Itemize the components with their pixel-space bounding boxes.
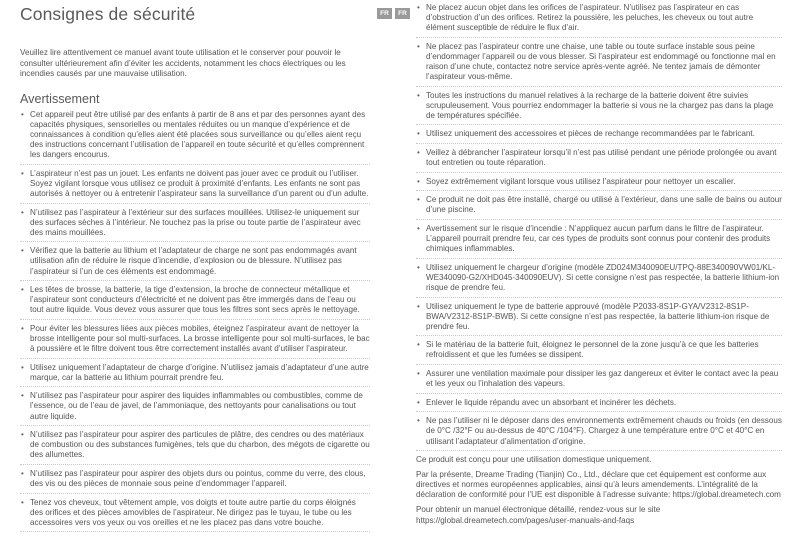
list-item: • Ne placez pas l’aspirateur contre une chaise, une table ou toute surface instable sous peine d’endommager l’appareil ou de vous blesser. Si l’aspirateur est endommagé ou fonctionne mal en raison d’une chute, contactez notre service après-vente agréé. Ne tentez jamais de démonter l’aspirateur vous-même. <box>416 42 782 87</box>
warning-list-right <box>416 3 782 451</box>
list-item: • Les têtes de brosse, la batterie, la tige d’extension, la broche de connecteur métallique et l’aspirateur sont conducteurs d’électricité et ne doivent pas être immergés dans de l’eau ou tout autre liquide. Vous devez vous assurer que tous les filtres sont secs après le nettoyage. <box>20 285 370 320</box>
list-item: • L’aspirateur n’est pas un jouet. Les enfants ne doivent pas jouer avec ce produit ou l’utiliser. Soyez vigilant lorsque vous utilisez ce produit à proximité d’enfants. Les enfants ne sont pas autorisés à nettoyer ou à entretenir l’aspirateur sans la surveillance d’un parent ou d’un adulte. <box>20 169 370 204</box>
list-item: • Enlever le liquide répandu avec un absorbant et incinérer les déchets. <box>416 398 782 413</box>
list-item: • Cet appareil peut être utilisé par des enfants à partir de 8 ans et par des personnes ayant des capacités physiques, sensorielles ou mentales réduites ou un manque d’expérience et de connaissances à condition qu’elles aient été placées sous surveillance ou qu’elles aient reçu des instructions concernant l’utilisation de l’appareil en toute sécurité et qu’elles comprennent les dangers encourus. <box>20 110 370 165</box>
domestic-use-note: Ce produit est conçu pour une utilisation domestique uniquement. <box>416 455 652 465</box>
list-item: • N’utilisez pas l’aspirateur pour aspirer des particules de plâtre, des cendres ou des matériaux de combustion ou des substances fumigènes, tels que du charbon, des mégots de cigarette ou des allumettes. <box>20 430 370 465</box>
declaration-paragraph: Par la présente, Dreame Trading (Tianjin) Co., Ltd., déclare que cet équipement est conforme aux directives et normes européennes applicables, ainsi qu’à leurs amendements. L’intégralité de la déclaration de conformité pour l’UE est disponible à l’adresse suivante: https://global.dreametech.com <box>416 470 781 500</box>
list-item: • Utilisez uniquement l’adaptateur de charge d’origine. N’utilisez jamais d’adaptateur d’une autre marque, car la batterie au lithium pourrait prendre feu. <box>20 363 370 388</box>
intro-paragraph: Veuillez lire attentivement ce manuel avant toute utilisation et le conserver pour pouvoir le consulter ultérieurement afin d’éviter les accidents, notamment les chocs électriques ou les incendies causés par une mauvaise utilisation. <box>20 48 346 79</box>
language-badge-right: FR <box>395 8 410 19</box>
manual-link-paragraph: Pour obtenir un manuel électronique détaillé, rendez-vous sur le site https://global.dreametech.com/pages/user-manuals-and-faqs <box>416 505 661 525</box>
list-item: • N’utilisez pas l’aspirateur pour aspirer des objets durs ou pointus, comme du verre, des clous, des vis ou des pièces de monnaie sous peine d’endommager l’appareil. <box>20 469 370 494</box>
list-item: • Toutes les instructions du manuel relatives à la recharge de la batterie doivent être suivies scrupuleusement. Vous pourriez endommager la batterie si vous ne la chargez pas dans la plage de températures spécifiée. <box>416 91 782 126</box>
list-item: • Ce produit ne doit pas être installé, chargé ou utilisé à l’extérieur, dans une salle de bains ou autour d’une piscine. <box>416 195 782 220</box>
list-item: • Ne pas l’utiliser ni le déposer dans des environnements extrêmement chauds ou froids (en dessous de 0°C /32°F ou au-dessus de 40°C /104°F). Chargez à une température entre 0°C et 40°C en utilisant l’adaptateur d’alimentation d’origine. <box>416 416 782 451</box>
list-item: • Avertissement sur le risque d’incendie : N’appliquez aucun parfum dans le filtre de l’aspirateur. L’appareil pourrait prendre feu, car ces types de produits sont connus pour contenir des produits chimiques inflammables. <box>416 224 782 259</box>
section-heading: Avertissement <box>20 91 100 106</box>
list-item: • Utilisez uniquement le chargeur d’origine (modèle ZD024M340090EU/TPQ-88E340090VW01/KL-WE340090-G2/XHD045-340090EUV). Si cette consigne n’est pas respectée, la batterie lithium-ion risque de prendre feu. <box>416 263 782 298</box>
list-item: • N’utilisez pas l’aspirateur pour aspirer des liquides inflammables ou combustibles, comme de l’essence, ou de l’eau de javel, de l’ammoniaque, des nettoyants pour canalisations ou tout autre liquide. <box>20 391 370 426</box>
list-item: • Assurer une ventilation maximale pour dissiper les gaz dangereux et éviter le contact avec la peau et les yeux ou l’inhalation des vapeurs. <box>416 369 782 394</box>
list-item: • Veillez à débrancher l’aspirateur lorsqu’il n’est pas utilisé pendant une période prolongée ou avant tout entretien ou toute réparation. <box>416 148 782 173</box>
warning-list-left <box>20 110 370 533</box>
list-item: • Si le matériau de la batterie fuit, éloignez le personnel de la zone jusqu’à ce que les batteries refroidissent et que les fumées se dissipent. <box>416 340 782 365</box>
list-item: • Tenez vos cheveux, tout vêtement ample, vos doigts et toute autre partie du corps éloignés des orifices et des pièces amovibles de l’aspirateur. Ne dirigez pas le tuyau, le tube ou les accessoires vers vos yeux ou vos oreilles et ne les placez pas dans votre bouche. <box>20 498 370 533</box>
left-column <box>20 0 370 536</box>
list-item: • Soyez extrêmement vigilant lorsque vous utilisez l’aspirateur pour nettoyer un escalier. <box>416 177 782 192</box>
right-column <box>416 0 782 531</box>
language-badge-left: FR <box>377 8 392 19</box>
list-item: • Ne placez aucun objet dans les orifices de l’aspirateur. N’utilisez pas l’aspirateur en cas d’obstruction d’un des orifices. Retirez la poussière, les peluches, les cheveux ou tout autre élément susceptible de réduire le flux d’air. <box>416 3 782 38</box>
list-item: • Utilisez uniquement le type de batterie approuvé (modèle P2033-8S1P-GYA/V2312-8S1P-BWA/V2312-8S1P-BWB). Si cette consigne n’est pas respectée, la batterie lithium-ion risque de prendre feu. <box>416 302 782 337</box>
list-item: • Pour éviter les blessures liées aux pièces mobiles, éteignez l’aspirateur avant de nettoyer la brosse intelligente pour sol multi-surfaces. La brosse intelligente pour sol multi-surfaces, le bac à poussière et le filtre doivent tous être correctement installés avant d’utiliser l’aspirateur. <box>20 324 370 359</box>
page-title: Consignes de sécurité <box>20 4 196 24</box>
list-item: • Vérifiez que la batterie au lithium et l’adaptateur de charge ne sont pas endommagés avant utilisation afin de réduire le risque d’incendie, d’explosion ou de blessure. N’utilisez pas l’aspirateur si l’un de ces éléments est endommagé. <box>20 246 370 281</box>
list-item: • Utilisez uniquement des accessoires et pièces de rechange recommandées par le fabricant. <box>416 129 782 144</box>
list-item: • N’utilisez pas l’aspirateur à l’extérieur sur des surfaces mouillées. Utilisez-le uniquement sur des surfaces sèches à l’intérieur. Ne touchez pas la prise ou toute partie de l’aspirateur avec des mains mouillées. <box>20 208 370 243</box>
